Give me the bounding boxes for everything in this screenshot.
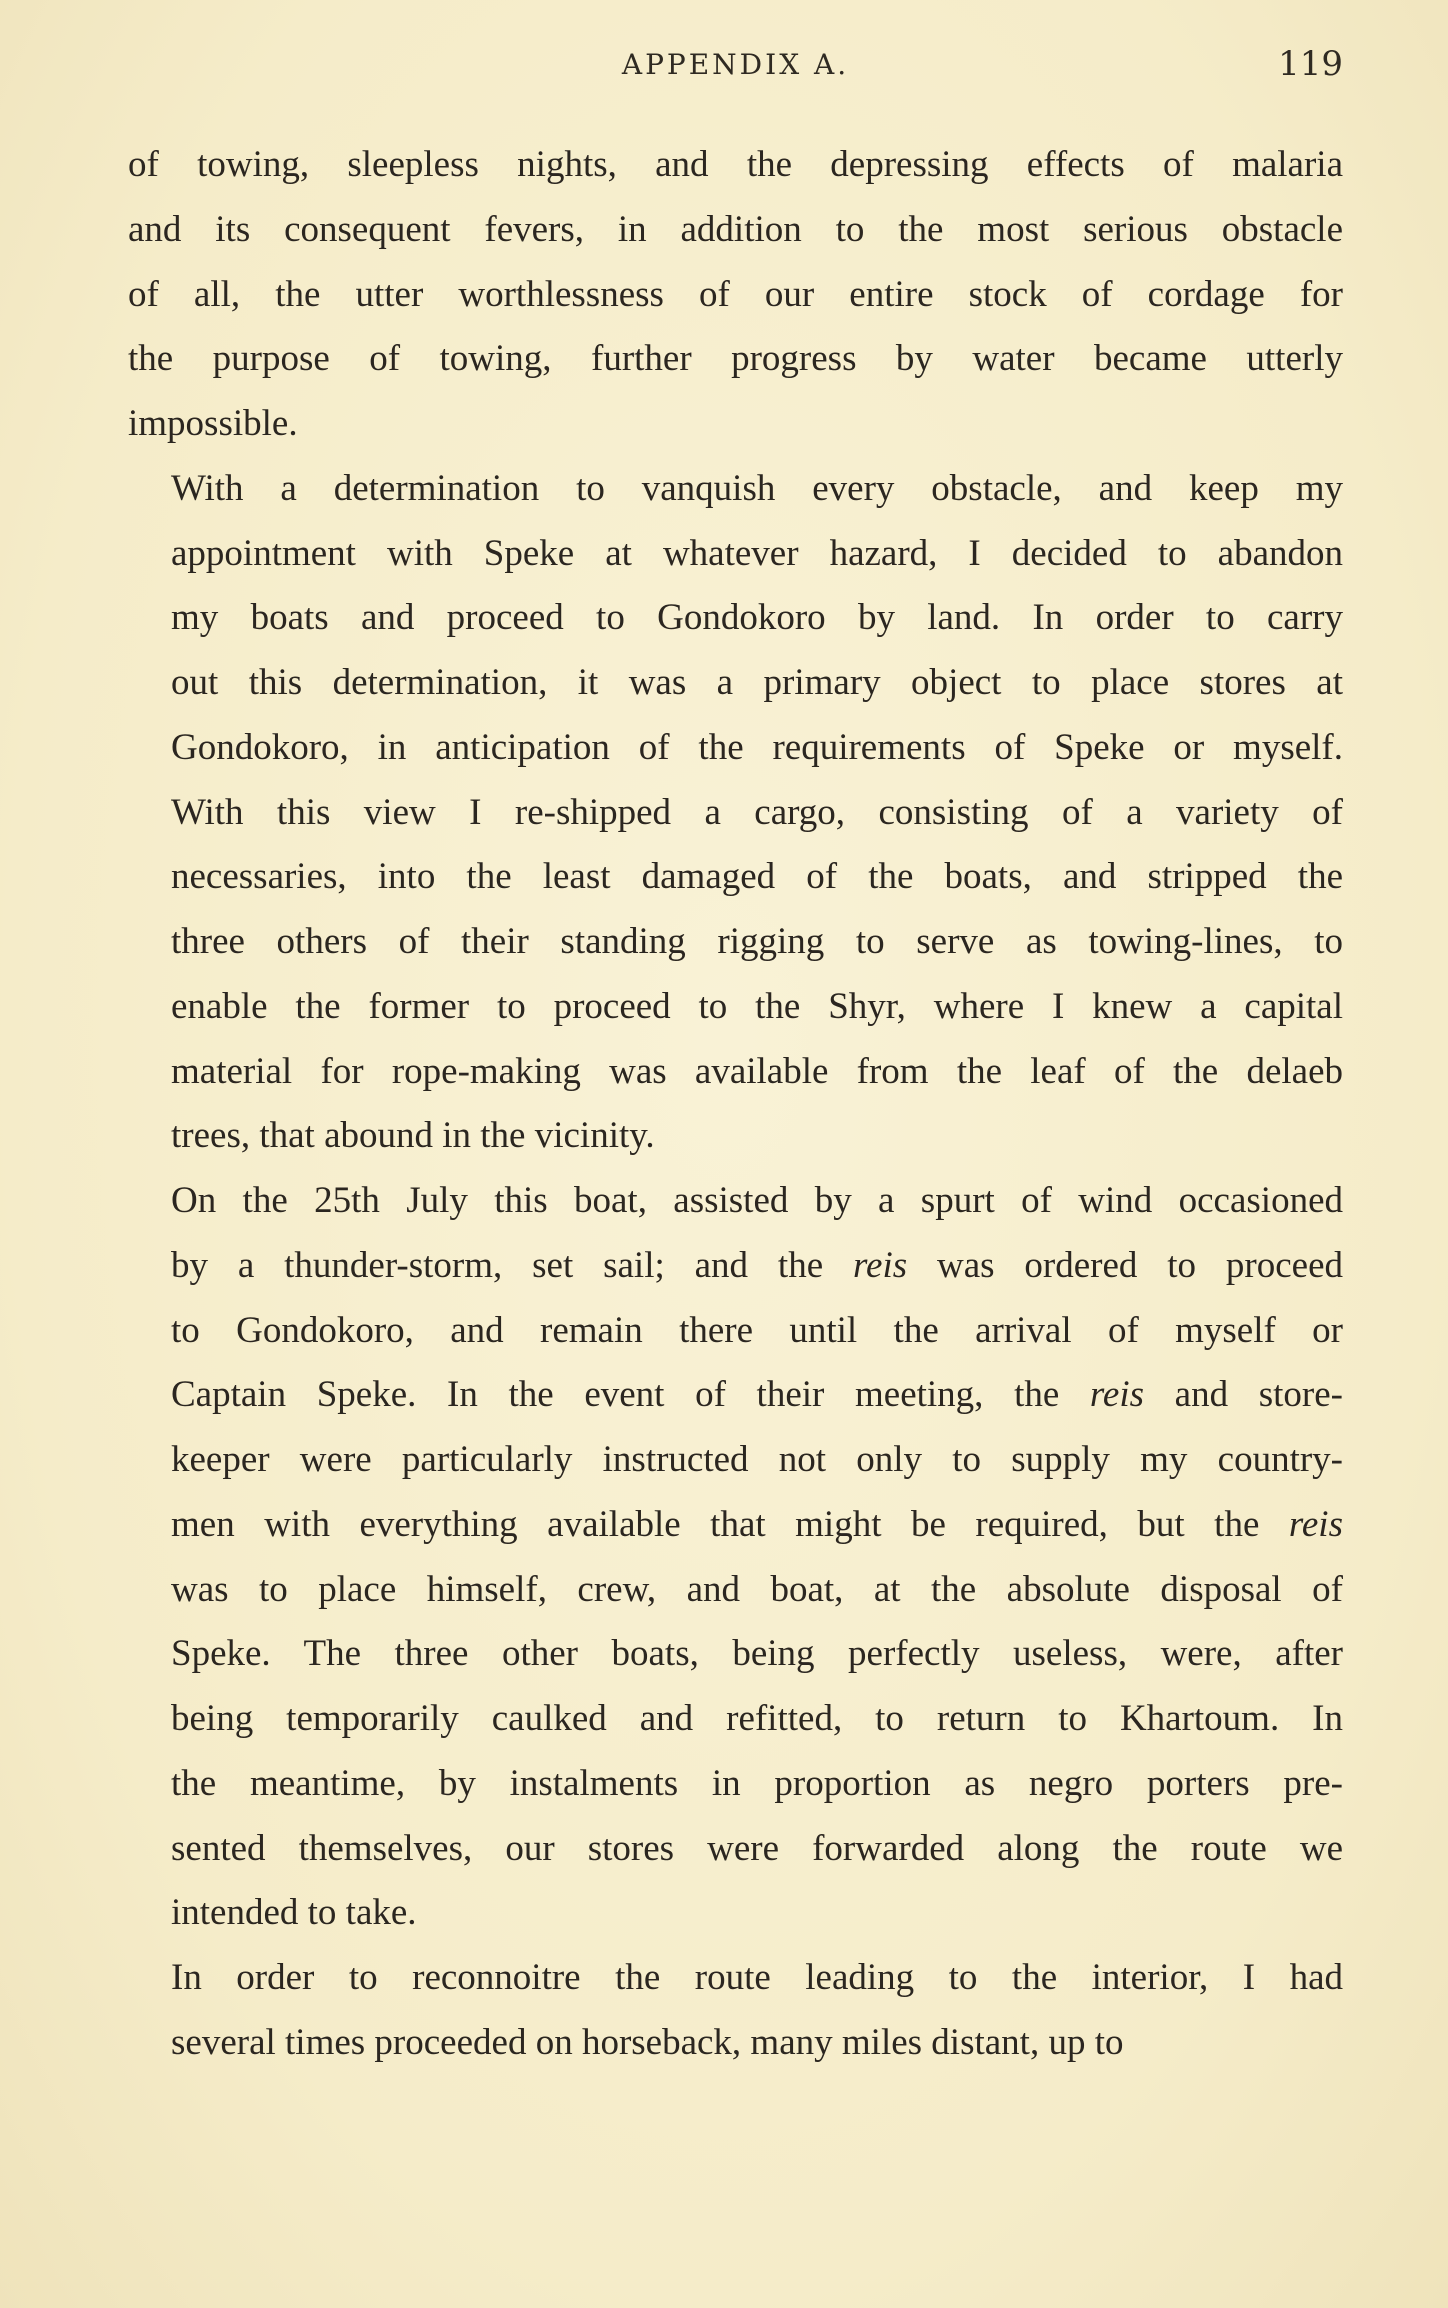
text-line <box>128 1946 1343 2011</box>
text-line <box>128 457 1343 522</box>
text-run: and its consequent fevers, in addition to the most serious obstacle <box>128 208 1343 250</box>
text-run: intended to take. <box>171 1892 417 1934</box>
text-run: With a determination to vanquish every obstacle, and keep my <box>171 467 1343 509</box>
text-line <box>128 1752 1343 1817</box>
text-run: enable the former to proceed to the Shyr, where I knew a capital <box>171 985 1343 1027</box>
text-line <box>128 1558 1343 1623</box>
text-line <box>128 1169 1343 1234</box>
text-run: out this determination, it was a primary object to place stores at <box>171 662 1343 703</box>
paragraph <box>128 133 1343 457</box>
paragraph <box>128 1946 1343 2076</box>
text-run: material for rope-making was available from the leaf of the delaeb <box>171 1050 1343 1092</box>
text-run: several times proceeded on horseback, many miles distant, up to <box>171 2021 1124 2063</box>
text-run: of towing, sleepless nights, and the depressing effects of malaria <box>128 144 1343 185</box>
text-line <box>128 781 1343 846</box>
text-line <box>128 1104 1343 1169</box>
text-line <box>128 522 1343 587</box>
text-run: by a thunder-storm, set sail; and the <box>171 1244 853 1286</box>
text-line <box>128 2011 1343 2076</box>
text-line <box>128 263 1343 328</box>
text-line <box>128 392 1343 457</box>
body-text <box>128 133 1343 2076</box>
text-line <box>128 1299 1343 1364</box>
text-run: the purpose of towing, further progress by water became utterly <box>128 338 1343 380</box>
text-run: men with everything available that might be required, but the <box>171 1503 1289 1545</box>
text-line <box>128 133 1343 198</box>
text-line <box>128 586 1343 651</box>
text-run: keeper were particularly instructed not only to supply my country- <box>171 1439 1343 1480</box>
italic-word: reis <box>1089 1374 1145 1416</box>
text-line <box>128 1622 1343 1687</box>
text-run: the meantime, by instalments in proportion as negro porters pre- <box>171 1762 1343 1804</box>
text-run: trees, that abound in the vicinity. <box>171 1115 655 1157</box>
text-run: impossible. <box>128 403 298 444</box>
italic-word: reis <box>1288 1503 1343 1545</box>
text-run: my boats and proceed to Gondokoro by land. In order to carry <box>171 597 1343 639</box>
text-run: With this view I re-shipped a cargo, consisting of a variety of <box>171 791 1343 833</box>
text-line <box>128 716 1343 781</box>
text-line <box>128 1040 1343 1105</box>
text-line <box>128 1687 1343 1752</box>
running-title: APPENDIX A. <box>621 48 850 81</box>
text-run: Speke. The three other boats, being perfectly useless, were, after <box>171 1633 1343 1675</box>
text-run: On the 25th July this boat, assisted by a spurt of wind occasioned <box>171 1180 1343 1221</box>
text-run: sented themselves, our stores were forwarded along the route we <box>171 1827 1343 1869</box>
text-run: and store- <box>1144 1374 1343 1416</box>
text-run: necessaries, into the least damaged of the boats, and stripped the <box>171 856 1343 898</box>
text-line <box>128 1493 1343 1558</box>
text-line <box>128 327 1343 392</box>
text-line <box>128 845 1343 910</box>
text-run: Captain Speke. In the event of their meeting, the <box>171 1374 1090 1416</box>
text-run: three others of their standing rigging to serve as towing-lines, to <box>171 921 1343 962</box>
text-line <box>128 1817 1343 1882</box>
text-line <box>128 1881 1343 1946</box>
text-run: appointment with Speke at whatever hazard, I decided to abandon <box>171 532 1343 574</box>
paragraph <box>128 457 1343 1169</box>
text-run: to Gondokoro, and remain there until the arrival of myself or <box>171 1309 1343 1351</box>
text-line <box>128 910 1343 975</box>
text-line <box>128 1363 1343 1428</box>
text-run: of all, the utter worthlessness of our entire stock of cordage for <box>128 273 1343 315</box>
paragraph <box>128 1169 1343 1946</box>
text-run: was to place himself, crew, and boat, at the absolute disposal of <box>171 1568 1343 1610</box>
text-run: was ordered to proceed <box>907 1244 1343 1286</box>
page-number: 119 <box>1278 44 1343 84</box>
running-head <box>128 44 1343 94</box>
text-run: In order to reconnoitre the route leading to the interior, I had <box>171 1957 1343 1998</box>
text-line <box>128 651 1343 716</box>
italic-word: reis <box>853 1244 908 1286</box>
text-line <box>128 1234 1343 1299</box>
text-line <box>128 975 1343 1040</box>
text-run: Gondokoro, in anticipation of the requirements of Speke or myself. <box>171 726 1343 768</box>
text-run: being temporarily caulked and refitted, to return to Khartoum. In <box>171 1698 1343 1739</box>
text-line <box>128 1428 1343 1493</box>
text-line <box>128 198 1343 263</box>
